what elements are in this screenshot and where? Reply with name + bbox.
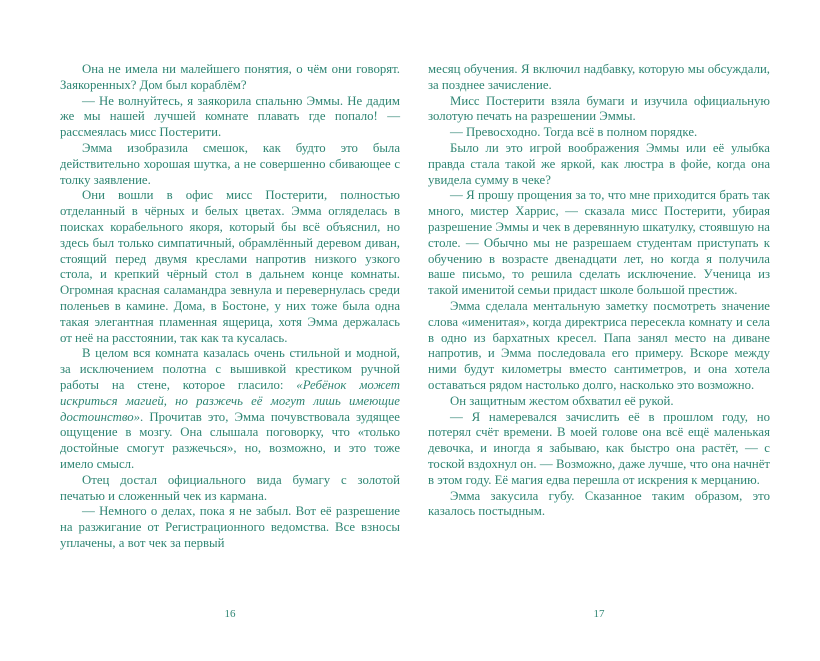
paragraph — [60, 473, 400, 505]
paragraph — [60, 62, 400, 94]
text-run: В целом вся комната казалась очень стильной и модной, за исключением полотна с вышивкой крестиком ручной работы на стене, которое гласило: — [60, 346, 400, 392]
paragraph — [428, 141, 770, 188]
text-run: Они вошли в офис мисс Постерити, полностью отделанный в чёрных и белых цветах. Эмма огляделась в поисках корабельного якоря, который бы всё объяснил, но здесь был только симпатичный, обрамлённый деревом диван, стоящий перед двумя креслами напротив низкого узкого стола, и крепкий чёрный стол в дальнем конце комнаты. Огромная красная саламандра зевнула и перевернулась среди поленьев в камине. Дома, в Бостоне, у них тоже была одна такая элегантная пламенная ящерица, хотя Эмма держалась от неё на расстоянии, так как та кусалась. — [60, 188, 400, 345]
text-run: Было ли это игрой воображения Эммы или её улыбка правда стала такой же яркой, как люстра в фойе, когда она увидела сумму в чеке? — [428, 140, 770, 187]
paragraph — [428, 410, 770, 489]
text-run: — Я намеревался зачислить её в прошлом году, но потерял счёт времени. В моей голове она всё ещё маленькая девочка, и иногда я забываю, как быстро она растёт, — с тоской вздохнул он. — Возможно, даже лучше, что она начнёт в этом году. Её магия едва перешла от искрения к мерцанию. — [428, 409, 770, 487]
page-right-content — [428, 62, 770, 520]
page-left-content — [60, 62, 400, 552]
paragraph — [428, 394, 770, 410]
page-left — [60, 62, 400, 622]
text-run: Мисс Постерити взяла бумаги и изучила официальную золотую печать на разрешении Эммы. — [428, 93, 770, 124]
text-run: месяц обучения. Я включил надбавку, которую мы обсуждали, за позднее зачисление. — [428, 62, 770, 92]
text-run: Эмма сделала ментальную заметку посмотреть значение слова «именитая», когда директриса пересекла комнату и села в одно из бархатных кресел. Папа занял место на диване напротив, и Эмма последовала его примеру. Вскоре между ними будут километры вместо сантиметров, и она хотела оставаться рядом настолько долго, насколько это возможно. — [428, 298, 770, 392]
paragraph — [428, 489, 770, 521]
paragraph — [428, 125, 770, 141]
text-run: Эмма изобразила смешок, как будто это была действительно хорошая шутка, а не совершенно сбивающее с толку заявление. — [60, 140, 400, 187]
text-run: — Немного о делах, пока я не забыл. Вот её разрешение на разжигание от Регистрационного ведомства. Все взносы уплачены, а вот чек за первый — [60, 504, 400, 550]
page-right — [428, 62, 770, 622]
text-run: Он защитным жестом обхватил её рукой. — [450, 393, 674, 408]
text-run: — Я прошу прощения за то, что мне приходится брать так много, мистер Харрис, — сказала мисс Постерити, убирая разрешение Эммы и чек в деревянную шкатулку, стоявшую на столе. — Обычно мы не разрешаем студентам приступать к обучению в возрасте двенадцати лет, но когда я получила ваше письмо, то решила сделать исключение. Ученица из такой именитой семьи придаст школе большой престиж. — [428, 188, 770, 298]
paragraph — [428, 299, 770, 394]
text-run: — Не волнуйтесь, я заякорила спальню Эммы. Не дадим же мы нашей лучшей комнате плавать где попало! — рассмеялась мисс Постерити. — [60, 93, 400, 140]
paragraph — [428, 188, 770, 299]
page-number-right: 17 — [593, 608, 605, 620]
paragraph — [60, 141, 400, 188]
text-run: — Превосходно. Тогда всё в полном порядке. — [450, 125, 698, 140]
text-run: Она не имела ни малейшего понятия, о чём они говорят. Заякоренных? Дом был кораблём? — [60, 62, 400, 92]
paragraph — [428, 62, 770, 94]
text-run-italic: «Ребёнок может искриться магией, но разжечь её могут лишь имеющие достоинство» — [60, 377, 401, 424]
paragraph — [60, 346, 400, 472]
page-number-left: 16 — [224, 608, 236, 620]
paragraph — [60, 188, 400, 346]
paragraph — [60, 94, 400, 141]
paragraph — [60, 504, 400, 551]
text-run: Отец достал официального вида бумагу с золотой печатью и сложенный чек из кармана. — [60, 472, 400, 503]
paragraph — [428, 94, 770, 126]
text-run: . Прочитав это, Эмма почувствовала зудящее ощущение в мозгу. Она слышала поговорку, что «только достойные смогут разжечься», но, возможно, и это тоже имело смысл. — [60, 409, 400, 471]
text-run: Эмма закусила губу. Сказанное таким образом, это казалось постыдным. — [428, 488, 770, 519]
